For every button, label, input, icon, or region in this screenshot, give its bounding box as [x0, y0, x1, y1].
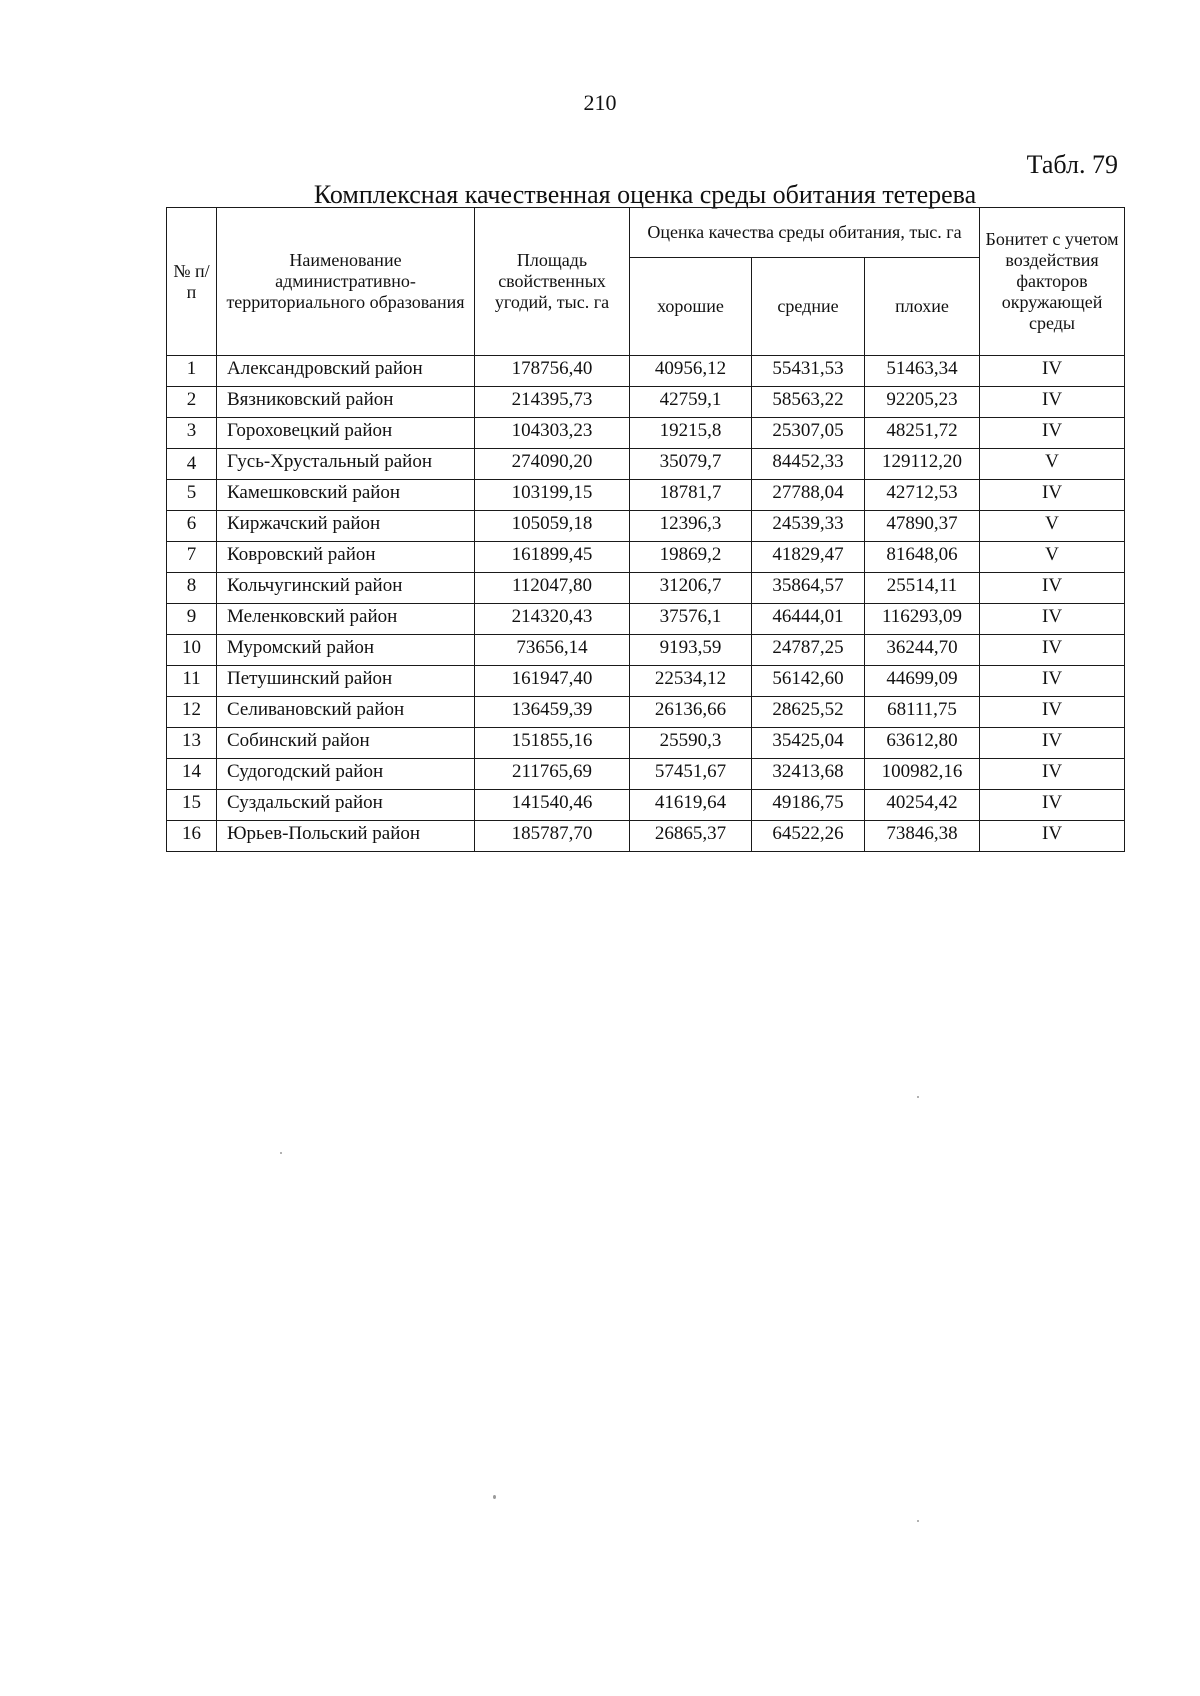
cell-medium: 27788,04	[752, 480, 865, 511]
scan-speck	[280, 1152, 282, 1154]
cell-bad: 73846,38	[865, 821, 980, 852]
table-body	[167, 356, 1125, 852]
cell-area: 141540,46	[475, 790, 630, 821]
cell-medium: 35425,04	[752, 728, 865, 759]
cell-num: 13	[167, 728, 217, 759]
cell-good: 42759,1	[630, 387, 752, 418]
cell-bad: 42712,53	[865, 480, 980, 511]
cell-name: Юрьев-Польский район	[217, 821, 475, 852]
cell-medium: 58563,22	[752, 387, 865, 418]
cell-bad: 36244,70	[865, 635, 980, 666]
cell-bad: 129112,20	[865, 449, 980, 480]
header-quality-group: Оценка качества среды обитания, тыс. га	[630, 208, 980, 258]
cell-name: Киржачский район	[217, 511, 475, 542]
cell-num: 11	[167, 666, 217, 697]
cell-area: 73656,14	[475, 635, 630, 666]
table-row	[167, 728, 1125, 759]
cell-bonitet: V	[980, 449, 1125, 480]
page-number: 210	[583, 90, 617, 115]
header-medium: средние	[752, 258, 865, 356]
cell-bonitet: IV	[980, 604, 1125, 635]
table-row	[167, 542, 1125, 573]
cell-bonitet: V	[980, 542, 1125, 573]
cell-area: 112047,80	[475, 573, 630, 604]
cell-bad: 92205,23	[865, 387, 980, 418]
cell-bonitet: IV	[980, 387, 1125, 418]
cell-num: 6	[167, 511, 217, 542]
cell-good: 37576,1	[630, 604, 752, 635]
cell-name: Ковровский район	[217, 542, 475, 573]
scan-speck	[917, 1520, 919, 1522]
table-row	[167, 480, 1125, 511]
cell-num: 3	[167, 418, 217, 449]
header-bad: плохие	[865, 258, 980, 356]
cell-bonitet: IV	[980, 356, 1125, 387]
cell-num: 14	[167, 759, 217, 790]
cell-area: 104303,23	[475, 418, 630, 449]
cell-good: 57451,67	[630, 759, 752, 790]
table-header	[167, 208, 1125, 356]
table-row	[167, 604, 1125, 635]
cell-bonitet: IV	[980, 790, 1125, 821]
cell-name: Меленковский район	[217, 604, 475, 635]
cell-area: 105059,18	[475, 511, 630, 542]
cell-medium: 24787,25	[752, 635, 865, 666]
cell-good: 19869,2	[630, 542, 752, 573]
cell-bonitet: IV	[980, 759, 1125, 790]
cell-num: 1	[167, 356, 217, 387]
table-row	[167, 387, 1125, 418]
cell-good: 18781,7	[630, 480, 752, 511]
cell-name: Суздальский район	[217, 790, 475, 821]
table-row	[167, 511, 1125, 542]
header-area: Площадь свойственных угодий, тыс. га	[475, 208, 630, 356]
cell-bonitet: IV	[980, 666, 1125, 697]
cell-medium: 56142,60	[752, 666, 865, 697]
cell-bad: 51463,34	[865, 356, 980, 387]
cell-medium: 84452,33	[752, 449, 865, 480]
table-row	[167, 418, 1125, 449]
table-row	[167, 356, 1125, 387]
cell-bad: 100982,16	[865, 759, 980, 790]
header-good: хорошие	[630, 258, 752, 356]
table-label: Табл. 79	[1026, 150, 1118, 179]
cell-name: Кольчугинский район	[217, 573, 475, 604]
cell-area: 161947,40	[475, 666, 630, 697]
header-bonitet: Бонитет с учетом воздействия факторов окружающей среды	[980, 208, 1125, 356]
cell-bad: 44699,09	[865, 666, 980, 697]
cell-good: 31206,7	[630, 573, 752, 604]
cell-num: 4	[167, 449, 217, 480]
cell-good: 40956,12	[630, 356, 752, 387]
cell-name: Камешковский район	[217, 480, 475, 511]
cell-area: 214320,43	[475, 604, 630, 635]
cell-bonitet: IV	[980, 418, 1125, 449]
cell-medium: 41829,47	[752, 542, 865, 573]
cell-area: 274090,20	[475, 449, 630, 480]
table-row	[167, 821, 1125, 852]
cell-name: Судогодский район	[217, 759, 475, 790]
cell-name: Селивановский район	[217, 697, 475, 728]
table-row	[167, 790, 1125, 821]
cell-bonitet: IV	[980, 728, 1125, 759]
cell-num: 15	[167, 790, 217, 821]
cell-medium: 24539,33	[752, 511, 865, 542]
cell-good: 19215,8	[630, 418, 752, 449]
cell-area: 151855,16	[475, 728, 630, 759]
cell-bad: 63612,80	[865, 728, 980, 759]
header-num: № п/п	[167, 208, 217, 356]
cell-good: 41619,64	[630, 790, 752, 821]
cell-name: Гусь-Хрустальный район	[217, 449, 475, 480]
table-row	[167, 635, 1125, 666]
cell-area: 103199,15	[475, 480, 630, 511]
cell-medium: 35864,57	[752, 573, 865, 604]
cell-name: Гороховецкий район	[217, 418, 475, 449]
cell-good: 9193,59	[630, 635, 752, 666]
cell-bonitet: IV	[980, 697, 1125, 728]
cell-good: 26865,37	[630, 821, 752, 852]
table-row	[167, 573, 1125, 604]
cell-num: 12	[167, 697, 217, 728]
cell-bad: 25514,11	[865, 573, 980, 604]
cell-name: Петушинский район	[217, 666, 475, 697]
cell-bonitet: IV	[980, 480, 1125, 511]
cell-bad: 81648,06	[865, 542, 980, 573]
table-title: Комплексная качественная оценка среды обитания тетерева	[313, 180, 977, 209]
cell-medium: 55431,53	[752, 356, 865, 387]
cell-medium: 46444,01	[752, 604, 865, 635]
habitat-assessment-table	[166, 207, 1125, 852]
cell-bad: 68111,75	[865, 697, 980, 728]
cell-good: 26136,66	[630, 697, 752, 728]
cell-good: 12396,3	[630, 511, 752, 542]
cell-num: 9	[167, 604, 217, 635]
cell-num: 10	[167, 635, 217, 666]
cell-area: 136459,39	[475, 697, 630, 728]
cell-bonitet: V	[980, 511, 1125, 542]
cell-area: 185787,70	[475, 821, 630, 852]
cell-medium: 28625,52	[752, 697, 865, 728]
cell-num: 16	[167, 821, 217, 852]
cell-num: 5	[167, 480, 217, 511]
cell-name: Александровский район	[217, 356, 475, 387]
cell-bonitet: IV	[980, 635, 1125, 666]
cell-medium: 64522,26	[752, 821, 865, 852]
cell-medium: 32413,68	[752, 759, 865, 790]
cell-bad: 48251,72	[865, 418, 980, 449]
cell-name: Вязниковский район	[217, 387, 475, 418]
cell-bonitet: IV	[980, 821, 1125, 852]
cell-bad: 116293,09	[865, 604, 980, 635]
cell-bad: 47890,37	[865, 511, 980, 542]
cell-good: 22534,12	[630, 666, 752, 697]
scan-speck	[493, 1495, 496, 1499]
cell-name: Муромский район	[217, 635, 475, 666]
header-name: Наименование административно-территориального образования	[217, 208, 475, 356]
cell-bonitet: IV	[980, 573, 1125, 604]
cell-num: 7	[167, 542, 217, 573]
scan-speck	[917, 1096, 919, 1098]
table-row	[167, 697, 1125, 728]
cell-num: 2	[167, 387, 217, 418]
cell-medium: 25307,05	[752, 418, 865, 449]
cell-area: 161899,45	[475, 542, 630, 573]
table-row	[167, 759, 1125, 790]
cell-good: 25590,3	[630, 728, 752, 759]
cell-name: Собинский район	[217, 728, 475, 759]
cell-medium: 49186,75	[752, 790, 865, 821]
cell-area: 178756,40	[475, 356, 630, 387]
cell-area: 214395,73	[475, 387, 630, 418]
cell-num: 8	[167, 573, 217, 604]
cell-bad: 40254,42	[865, 790, 980, 821]
cell-good: 35079,7	[630, 449, 752, 480]
table-row	[167, 666, 1125, 697]
cell-area: 211765,69	[475, 759, 630, 790]
table-row	[167, 449, 1125, 480]
